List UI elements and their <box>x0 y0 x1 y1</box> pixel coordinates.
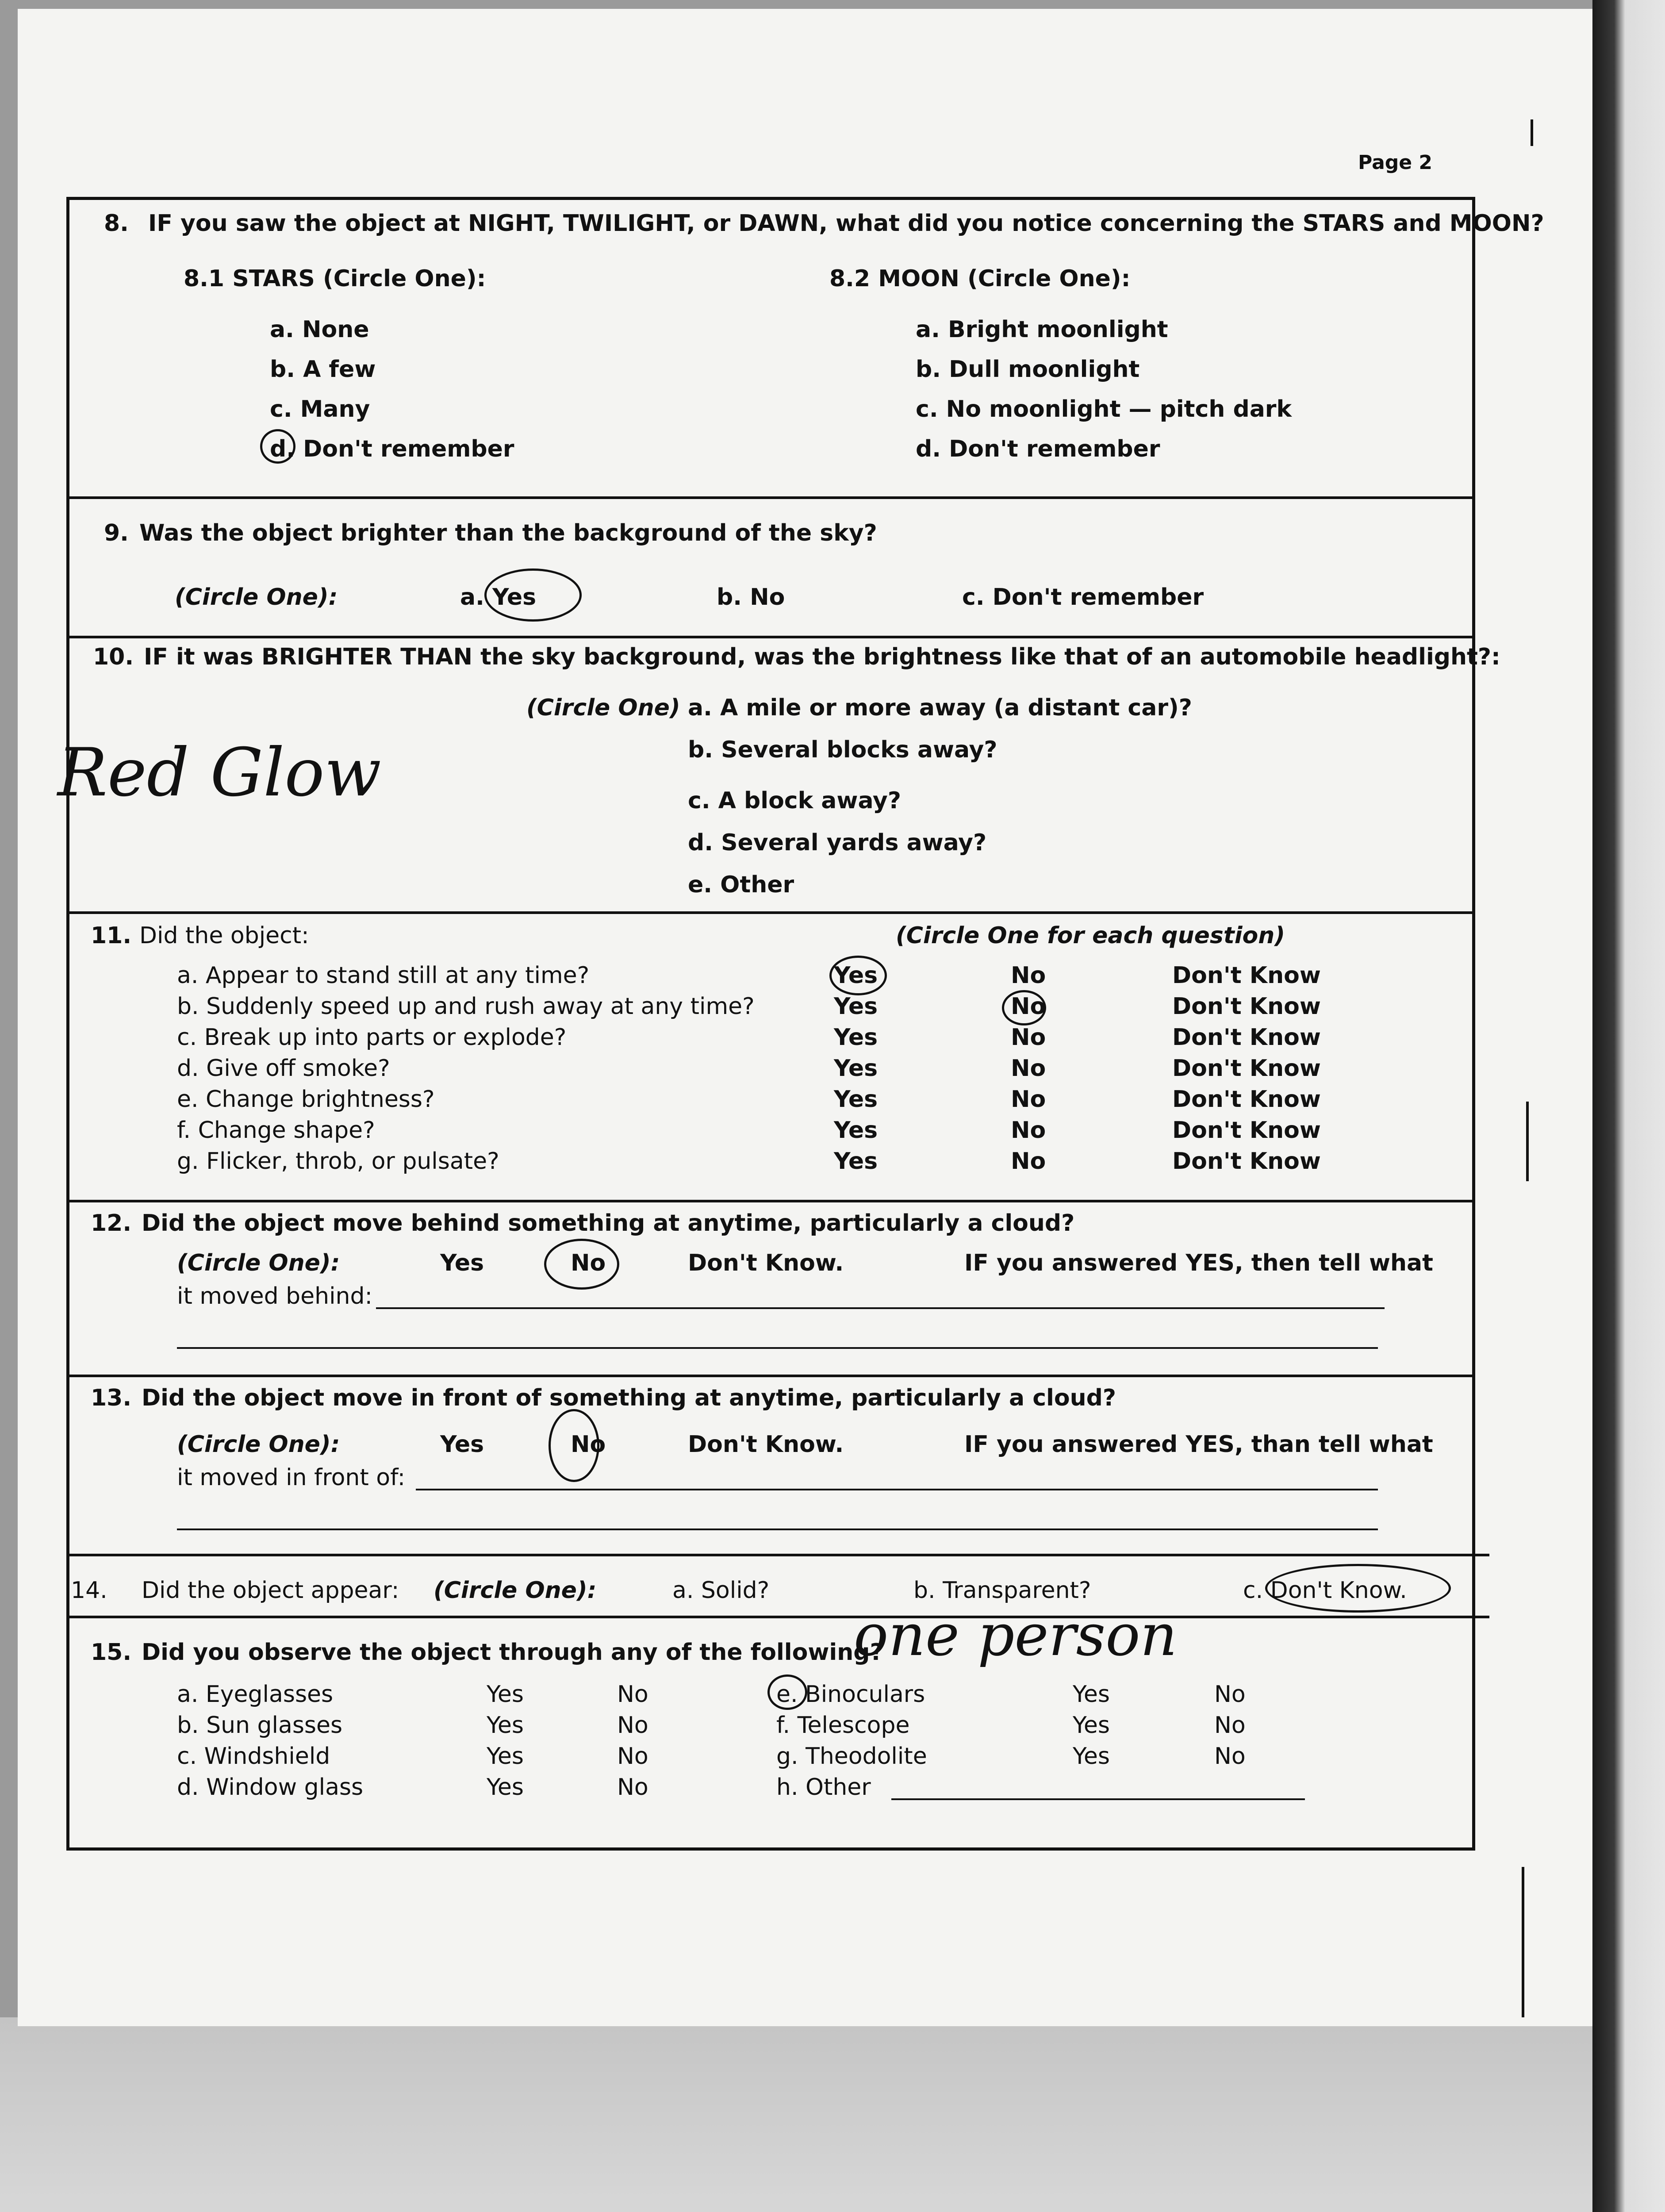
q8-stars-label: 8.1 STARS (Circle One): <box>184 265 486 292</box>
q15-yes: Yes <box>487 1774 524 1801</box>
q11-row-question: g. Flicker, throb, or pulsate? <box>177 1148 499 1175</box>
q8-moon-option: b. Dull moonlight <box>916 356 1140 383</box>
q11-dont-know: Don't Know <box>1172 1055 1321 1082</box>
handwritten-answer: Red Glow <box>58 734 381 811</box>
q15-yes: Yes <box>487 1681 524 1708</box>
q11-dont-know: Don't Know <box>1172 1086 1321 1113</box>
q15-question: Did you observe the object through any of the following? <box>142 1639 883 1666</box>
q15-no: No <box>1214 1743 1246 1770</box>
q9-number: 9. <box>104 520 129 546</box>
q13-yes: Yes <box>440 1431 484 1458</box>
q11-no: No <box>1011 993 1046 1020</box>
margin-mark <box>1526 1102 1529 1181</box>
scan-edge <box>1592 0 1665 2212</box>
q12-question: Did the object move behind something at anytime, particularly a cloud? <box>142 1210 1075 1237</box>
q8-number: 8. <box>104 210 129 237</box>
answer-line <box>891 1798 1305 1800</box>
answer-circle <box>260 429 295 464</box>
q8-moon-option: d. Don't remember <box>916 436 1160 462</box>
q9-circle-label: (Circle One): <box>175 584 338 611</box>
divider <box>69 1554 1489 1556</box>
q11-row-question: f. Change shape? <box>177 1117 375 1144</box>
answer-line <box>416 1489 1378 1490</box>
q13-number: 13. <box>91 1385 132 1411</box>
answer-circle <box>1002 990 1046 1025</box>
q9-option: a. Yes <box>460 584 537 611</box>
answer-circle <box>549 1409 599 1482</box>
q15-no: No <box>617 1681 648 1708</box>
page-number: Page 2 <box>1358 151 1433 174</box>
q11-dont-know: Don't Know <box>1172 1117 1321 1144</box>
q14-circle-label: (Circle One): <box>434 1577 597 1604</box>
q15-no: No <box>617 1774 648 1801</box>
answer-line <box>376 1307 1385 1309</box>
q10-option: b. Several blocks away? <box>688 737 997 763</box>
handwritten-answer: one person <box>854 1601 1178 1669</box>
q13-no: No <box>571 1431 606 1458</box>
divider <box>69 496 1473 499</box>
q15-item: b. Sun glasses <box>177 1712 343 1739</box>
q8-moon-option: c. No moonlight — pitch dark <box>916 396 1292 422</box>
answer-circle <box>767 1674 807 1710</box>
q8-moon-label: 8.2 MOON (Circle One): <box>829 265 1131 292</box>
q11-dont-know: Don't Know <box>1172 1148 1321 1175</box>
q11-circle-label: (Circle One for each question) <box>896 922 1285 949</box>
q11-row-question: a. Appear to stand still at any time? <box>177 962 590 989</box>
q13-follow-up: IF you answered YES, than tell what <box>964 1431 1433 1458</box>
q11-row-question: d. Give off smoke? <box>177 1055 390 1082</box>
q15-yes: Yes <box>1073 1712 1110 1739</box>
q15-yes: Yes <box>1073 1743 1110 1770</box>
q14-question: Did the object appear: <box>142 1577 399 1604</box>
q8-stars-option: b. A few <box>270 356 376 383</box>
q11-yes: Yes <box>834 1148 878 1175</box>
divider <box>69 636 1473 638</box>
q15-item: f. Telescope <box>776 1712 910 1739</box>
q15-item: a. Eyeglasses <box>177 1681 334 1708</box>
q15-item: g. Theodolite <box>776 1743 927 1770</box>
q15-yes: Yes <box>1073 1681 1110 1708</box>
q11-row-question: c. Break up into parts or explode? <box>177 1024 567 1051</box>
q15-item: c. Windshield <box>177 1743 330 1770</box>
q11-dont-know: Don't Know <box>1172 993 1321 1020</box>
answer-circle <box>1265 1564 1451 1613</box>
q13-question: Did the object move in front of something at anytime, particularly a cloud? <box>142 1385 1116 1411</box>
answer-circle <box>544 1239 619 1290</box>
q14-option: a. Solid? <box>672 1577 770 1604</box>
q12-yes: Yes <box>440 1250 484 1276</box>
q15-yes: Yes <box>487 1743 524 1770</box>
q13-dont-know: Don't Know. <box>688 1431 844 1458</box>
q11-question: Did the object: <box>139 922 309 949</box>
q10-option: c. A block away? <box>688 787 901 814</box>
divider <box>69 1200 1473 1202</box>
q9-option: c. Don't remember <box>962 584 1204 611</box>
q8-stars-option: c. Many <box>270 396 370 422</box>
q12-dont-know: Don't Know. <box>688 1250 844 1276</box>
q14-number: 14. <box>71 1577 107 1604</box>
q11-no: No <box>1011 1024 1046 1051</box>
q14-option: b. Transparent? <box>913 1577 1091 1604</box>
q15-no: No <box>1214 1712 1246 1739</box>
divider <box>69 911 1473 914</box>
q12-number: 12. <box>91 1210 132 1237</box>
q15-no: No <box>1214 1681 1246 1708</box>
q11-no: No <box>1011 1117 1046 1144</box>
margin-mark <box>1531 119 1533 146</box>
q10-question: IF it was BRIGHTER THAN the sky background, was the brightness like that of an automobile headlight?: <box>144 644 1500 670</box>
q8-question: IF you saw the object at NIGHT, TWILIGHT, or DAWN, what did you notice concerning the STARS and MOON? <box>148 210 1544 237</box>
q11-yes: Yes <box>834 1086 878 1113</box>
q10-option: e. Other <box>688 872 794 898</box>
divider <box>69 1616 1489 1618</box>
q15-number: 15. <box>91 1639 132 1666</box>
q10-option: a. A mile or more away (a distant car)? <box>688 695 1192 721</box>
answer-line <box>177 1528 1378 1530</box>
q12-follow-up-label: it moved behind: <box>177 1283 373 1310</box>
divider <box>69 1375 1473 1377</box>
q15-item: d. Window glass <box>177 1774 364 1801</box>
q8-stars-option: a. None <box>270 316 369 343</box>
q12-follow-up: IF you answered YES, then tell what <box>964 1250 1433 1276</box>
scan-background <box>0 2017 1665 2212</box>
q15-no: No <box>617 1743 648 1770</box>
q15-no: No <box>617 1712 648 1739</box>
q14-option: c. Don't Know. <box>1243 1577 1407 1604</box>
q8-stars-option: d. Don't remember <box>270 436 514 462</box>
q11-yes: Yes <box>834 1117 878 1144</box>
q11-no: No <box>1011 1086 1046 1113</box>
margin-mark <box>1522 1867 1524 2017</box>
q11-no: No <box>1011 1055 1046 1082</box>
q13-circle-label: (Circle One): <box>177 1431 340 1458</box>
q9-question: Was the object brighter than the background of the sky? <box>139 520 877 546</box>
q13-follow-up-label: it moved in front of: <box>177 1464 406 1491</box>
answer-line <box>177 1347 1378 1349</box>
answer-circle <box>484 568 582 622</box>
q11-yes: Yes <box>834 993 878 1020</box>
q8-moon-option: a. Bright moonlight <box>916 316 1168 343</box>
q11-no: No <box>1011 962 1046 989</box>
q11-dont-know: Don't Know <box>1172 1024 1321 1051</box>
q10-number: 10. <box>93 644 134 670</box>
q10-option: d. Several yards away? <box>688 830 987 856</box>
q11-row-question: b. Suddenly speed up and rush away at any time? <box>177 993 755 1020</box>
q12-no: No <box>571 1250 606 1276</box>
q11-row-question: e. Change brightness? <box>177 1086 435 1113</box>
q11-dont-know: Don't Know <box>1172 962 1321 989</box>
q11-number: 11. <box>91 922 132 949</box>
q9-option: b. No <box>717 584 785 611</box>
q11-no: No <box>1011 1148 1046 1175</box>
q15-item: e. Binoculars <box>776 1681 925 1708</box>
q15-item: h. Other <box>776 1774 871 1801</box>
q10-circle-label: (Circle One) <box>526 695 680 721</box>
q11-yes: Yes <box>834 962 878 989</box>
answer-circle <box>829 956 887 995</box>
document-page <box>18 9 1592 2026</box>
q12-circle-label: (Circle One): <box>177 1250 340 1276</box>
q11-yes: Yes <box>834 1055 878 1082</box>
q11-yes: Yes <box>834 1024 878 1051</box>
q15-yes: Yes <box>487 1712 524 1739</box>
